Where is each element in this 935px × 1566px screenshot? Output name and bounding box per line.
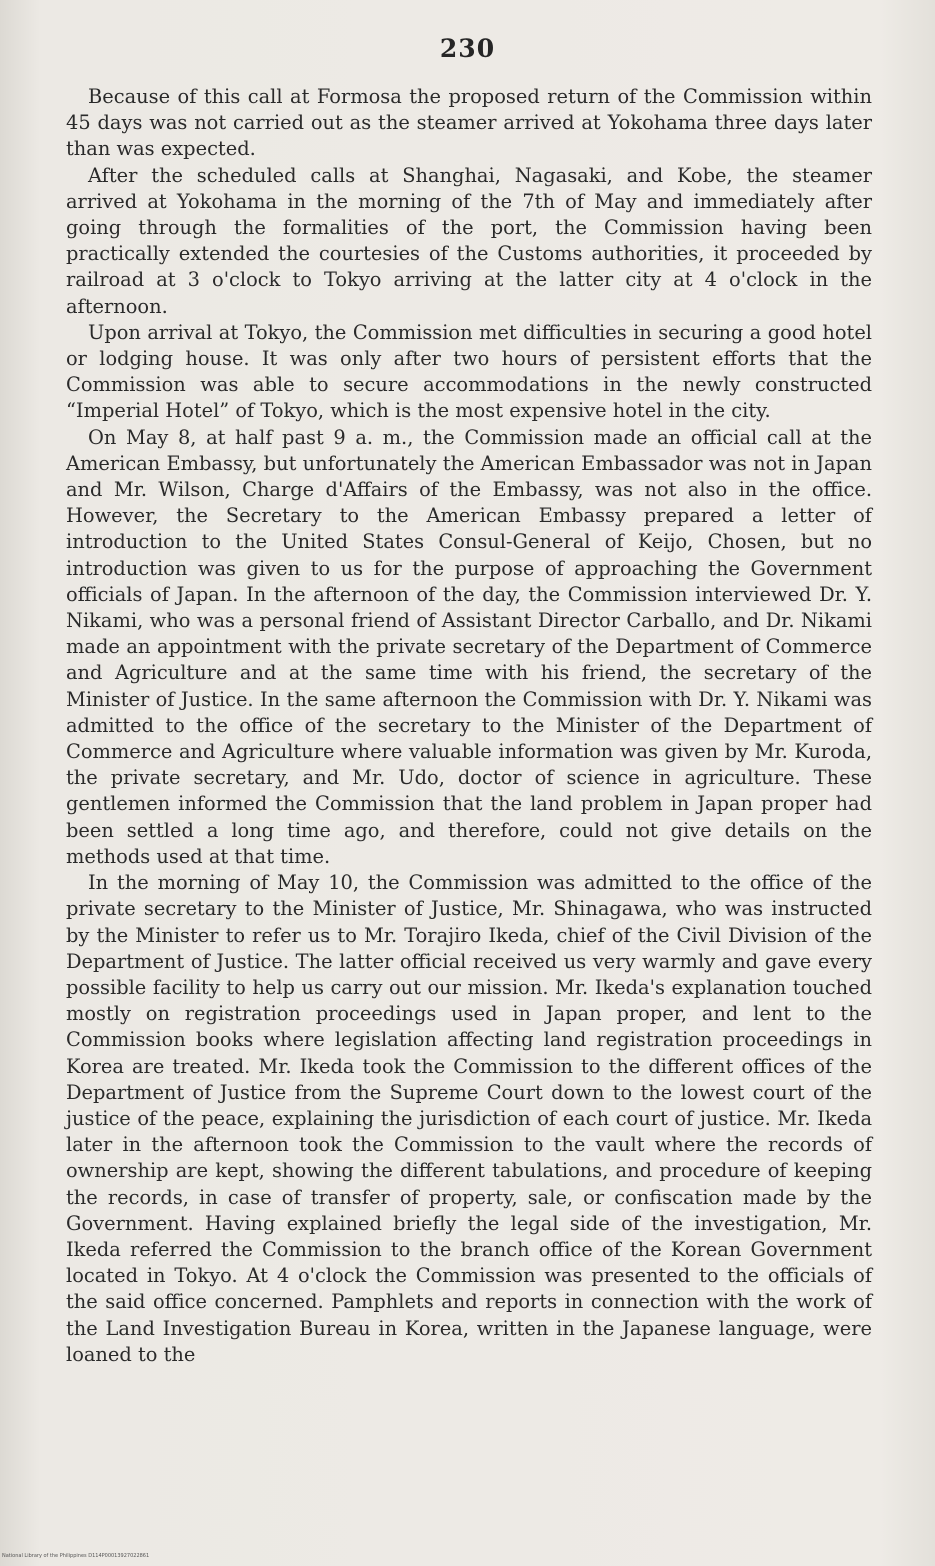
paragraph-formosa-call: Because of this call at Formosa the proposed return of the Commission within 45 days was not carried out as the steamer arrived at Yokohama three days later than was expected. — [66, 85, 872, 161]
page-number: 230 — [439, 34, 496, 63]
paragraph-arrival-yokohama: After the scheduled calls at Shanghai, Nagasaki, and Kobe, the steamer arrived at Yokohama in the morning of the 7th of May and immediately after going through the formalities of the port, the Commission having been practically extended the courtesies of the Customs authorities, it proceeded by railroad at 3 o'clock to Tokyo arriving at the latter city at 4 o'clock in the afternoon. — [66, 163, 872, 318]
paragraph-ministry-of-justice: In the morning of May 10, the Commission was admitted to the office of the private secretary to the Minister of Justice, Mr. Shinagawa, who was instructed by the Minister to refer us to Mr. Torajiro Ikeda, chief of the Civil Division of the Department of Justice. The latter official received us very warmly and gave every possible facility to help us carry out our mission. Mr. Ikeda's explanation touched mostly on registration proceedings used in Japan proper, and lent to the Commission books where legislation affecting land registration proceedings in Korea are treated. Mr. Ikeda took the Commission to the different offices of the Department of Justice from the Supreme Court down to the lowest court of the justice of the peace, explaining the jurisdiction of each court of justice. Mr. Ikeda later in the afternoon took the Commission to the vault where the records of ownership are kept, showing the different tabulations, and procedure of keeping the records, in case of transfer of property, sale, or confiscation made by the Government. Having explained briefly the legal side of the investigation, Mr. Ikeda referred the Commission to the branch office of the Korean Government located in Tokyo. At 4 o'clock the Commission was presented to the officials of the said office concerned. Pamphlets and reports in connection with the work of the Land Investigation Bureau in Korea, written in the Japanese language, were loaned to the — [66, 871, 872, 1366]
scan-footer-caption: National Library of the Philippines D114P00013927022861 — [2, 1553, 150, 1559]
paragraph-tokyo-hotel: Upon arrival at Tokyo, the Commission met difficulties in securing a good hotel or lodging house. It was only after two hours of persistent efforts that the Commission was able to secure accommodations in the newly constructed “Imperial Hotel” of Tokyo, which is the most expensive hotel in the city. — [66, 320, 872, 423]
body-text — [66, 84, 872, 1368]
paragraph-american-embassy: On May 8, at half past 9 a. m., the Commission made an official call at the American Embassy, but unfortunately the American Embassador was not in Japan and Mr. Wilson, Charge d'Affairs of the Embassy, was not also in the office. However, the Secretary to the American Embassy prepared a letter of introduction to the United States Consul-General of Keijo, Chosen, but no introduction was given to us for the purpose of approaching the Government officials of Japan. In the afternoon of the day, the Commission interviewed Dr. Y. Nikami, who was a personal friend of Assistant Director Carballo, and Dr. Nikami made an appointment with the private secretary of the Department of Commerce and Agriculture and at the same time with his friend, the secretary of the Minister of Justice. In the same afternoon the Commission with Dr. Y. Nikami was admitted to the office of the secretary to the Minister of the Department of Commerce and Agriculture where valuable information was given by Mr. Kuroda, the private secretary, and Mr. Udo, doctor of science in agriculture. These gentlemen informed the Commission that the land problem in Japan proper had been settled a long time ago, and therefore, could not give details on the methods used at that time. — [66, 425, 872, 868]
